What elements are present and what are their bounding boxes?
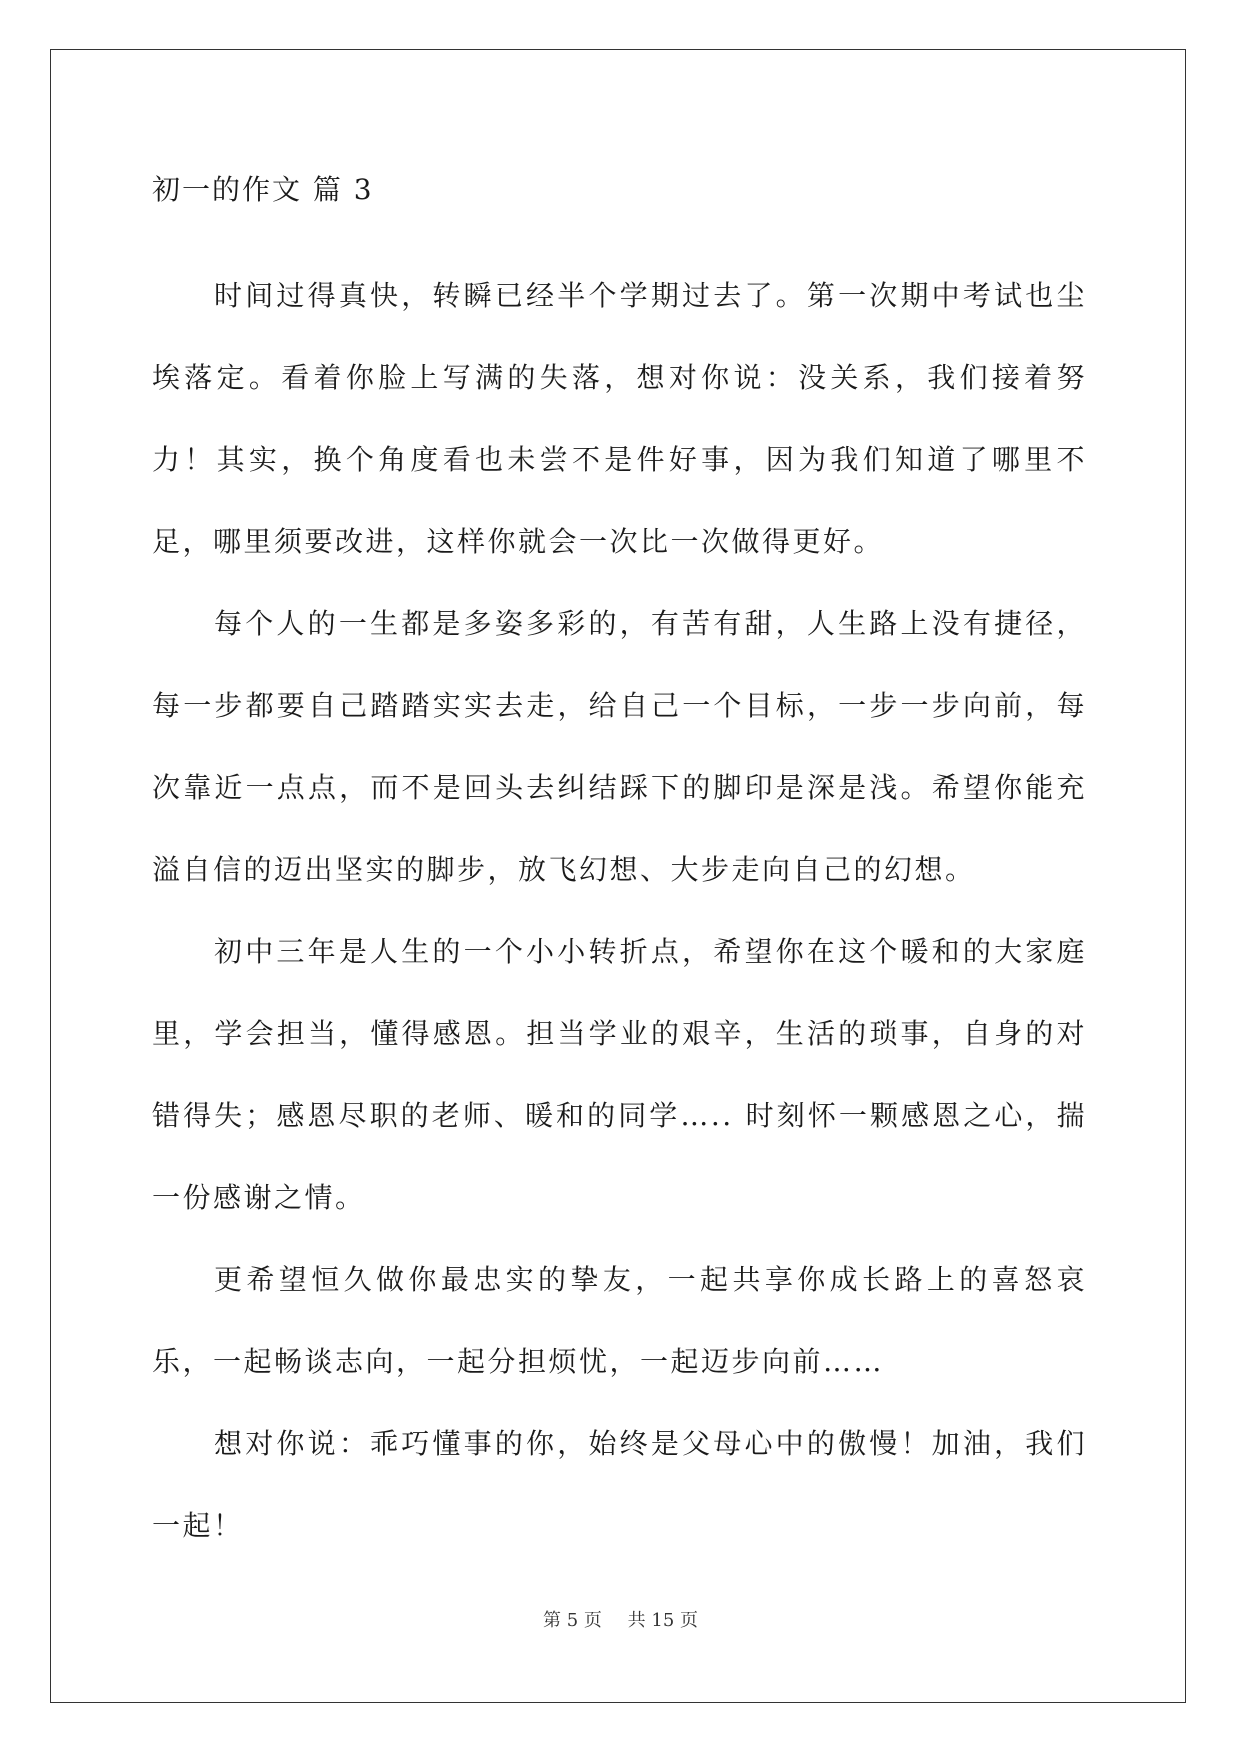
- paragraph-2: 每个人的一生都是多姿多彩的，有苦有甜，人生路上没有捷径，每一步都要自己踏踏实实去走，给自己一个目标，一步一步向前，每次靠近一点点，而不是回头去纠结踩下的脚印是深是浅。希望你能充溢自信的迈出坚实的脚步，放飞幻想、大步走向自己的幻想。: [152, 607, 1087, 886]
- paragraph-4: 更希望恒久做你最忠实的挚友，一起共享你成长路上的喜怒哀乐，一起畅谈志向，一起分担烦忧，一起迈步向前……: [152, 1263, 1087, 1378]
- page-number: 第 5 页: [543, 1610, 602, 1631]
- paragraph-1: 时间过得真快，转瞬已经半个学期过去了。第一次期中考试也尘埃落定。看着你脸上写满的失落，想对你说：没关系，我们接着努力！其实，换个角度看也未尝不是件好事，因为我们知道了哪里不足，哪里须要改进，这样你就会一次比一次做得更好。: [152, 279, 1087, 558]
- paragraph-3: 初中三年是人生的一个小小转折点，希望你在这个暖和的大家庭里，学会担当，懂得感恩。担当学业的艰辛，生活的琐事，自身的对错得失；感恩尽职的老师、暖和的同学….. 时刻怀一颗感恩之心，揣一份感谢之情。: [152, 935, 1087, 1214]
- page-total: 共 15 页: [627, 1610, 698, 1631]
- essay-title: 初一的作文 篇 3: [152, 173, 374, 206]
- page-footer: [0, 1606, 1241, 1632]
- paragraph-5: 想对你说：乖巧懂事的你，始终是父母心中的傲慢！加油，我们一起！: [152, 1427, 1087, 1542]
- document-body: [152, 165, 1087, 1567]
